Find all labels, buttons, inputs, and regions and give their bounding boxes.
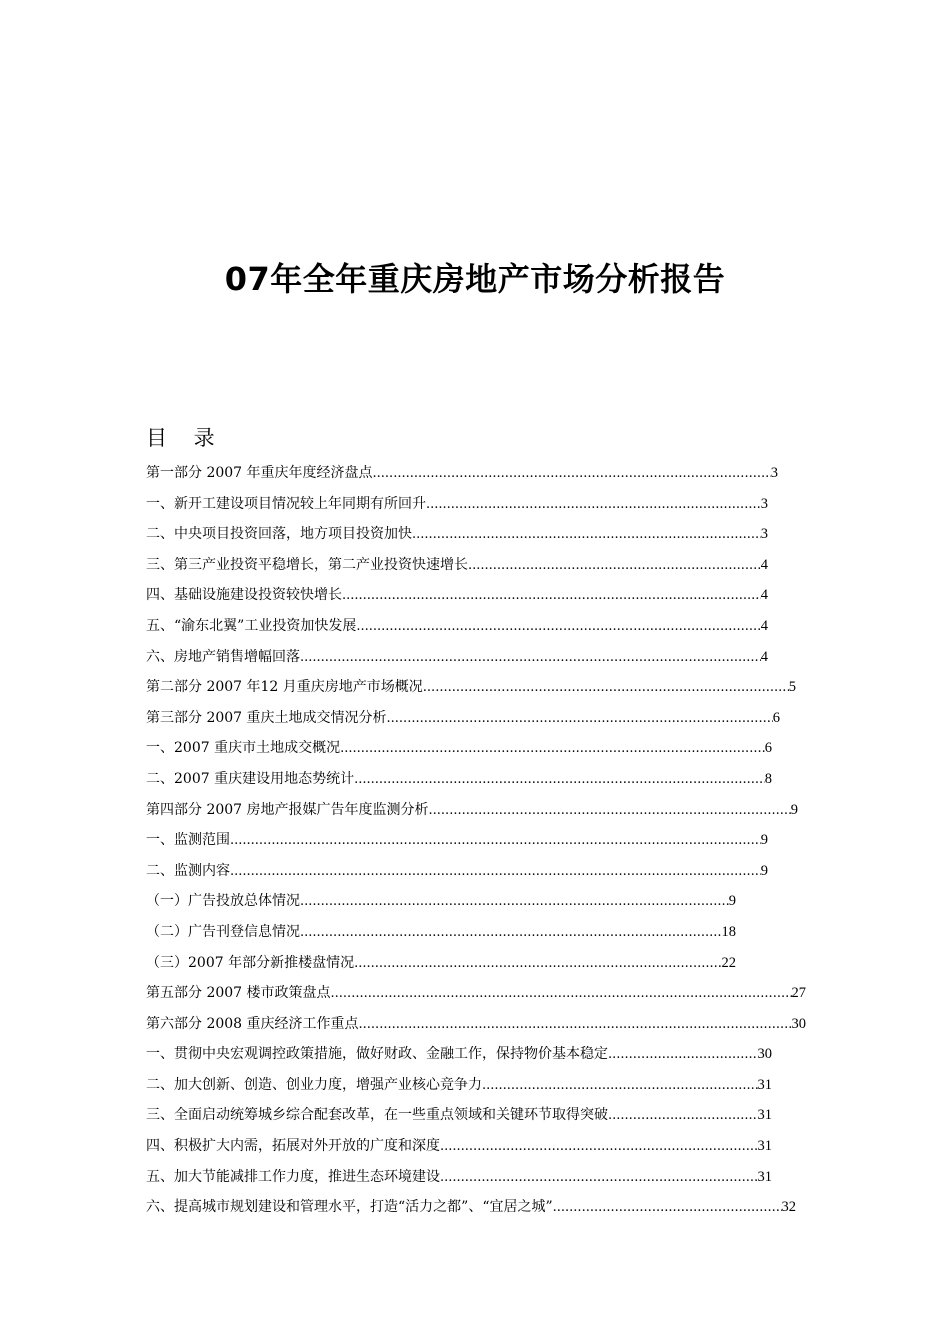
toc-dot-leader xyxy=(356,612,760,643)
page-title: 07年全年重庆房地产市场分析报告 xyxy=(224,260,726,299)
toc-entry[interactable] xyxy=(146,886,736,917)
toc-dot-leader xyxy=(440,1132,758,1163)
toc-page-number: 30 xyxy=(757,1046,772,1063)
toc-page-number: 27 xyxy=(791,985,806,1002)
toc-entry-title: 二、2007 重庆建设用地态势统计 xyxy=(146,770,355,787)
toc-page-number: 8 xyxy=(764,770,772,787)
toc-entry[interactable] xyxy=(146,1192,796,1223)
toc-dot-leader xyxy=(230,826,761,857)
toc-entry-title: （三）2007 年部分新推楼盘情况 xyxy=(146,954,355,971)
toc-entry-title: 三、第三产业投资平稳增长，第二产业投资快速增长 xyxy=(146,556,468,573)
toc-page-number: 4 xyxy=(760,648,768,665)
toc-entry[interactable] xyxy=(146,580,768,611)
toc-page-number: 31 xyxy=(757,1168,772,1185)
toc-entry-title: 第五部分 2007 楼市政策盘点 xyxy=(146,985,331,1002)
toc-entry-title: 六、提高城市规划建设和管理水平，打造“活力之都”、“宜居之城” xyxy=(146,1199,553,1216)
toc-dot-leader xyxy=(553,1193,782,1224)
toc-dot-leader xyxy=(412,520,761,551)
toc-entry-title: 五、加大节能减排工作力度，推进生态环境建设 xyxy=(146,1168,440,1185)
toc-page-number: 31 xyxy=(757,1107,772,1124)
toc-entry-title: 四、基础设施建设投资较快增长 xyxy=(146,587,342,604)
toc-entry-title: 四、积极扩大内需，拓展对外开放的广度和深度 xyxy=(146,1138,440,1155)
toc-entry-title: 第二部分 2007 年12 月重庆房地产市场概况 xyxy=(146,679,423,696)
toc-dot-leader xyxy=(608,1040,758,1071)
toc-dot-leader xyxy=(423,673,789,704)
toc-entry[interactable] xyxy=(146,795,798,826)
toc-entry[interactable] xyxy=(146,856,768,887)
toc-entry-title: 三、全面启动统筹城乡综合配套改革，在一些重点领域和关键环节取得突破 xyxy=(146,1107,608,1124)
toc-entry[interactable] xyxy=(146,1131,772,1162)
toc-entry-title: 第三部分 2007 重庆土地成交情况分析 xyxy=(146,709,387,726)
toc-entry[interactable] xyxy=(146,458,778,489)
toc-dot-leader xyxy=(331,979,792,1010)
toc-page-number: 31 xyxy=(757,1138,772,1155)
toc-dot-leader xyxy=(354,949,721,980)
toc-entry[interactable] xyxy=(146,642,768,673)
toc-entry-title: 五、“渝东北翼”工业投资加快发展 xyxy=(146,617,357,634)
toc-entry[interactable] xyxy=(146,917,736,948)
toc-page-number: 4 xyxy=(760,617,768,634)
toc-entry-title: 二、加大创新、创造、创业力度，增强产业核心竞争力 xyxy=(146,1076,482,1093)
toc-page-number: 5 xyxy=(788,679,796,696)
toc-entry-title: （一）广告投放总体情况 xyxy=(146,893,300,910)
toc-entry-title: 二、中央项目投资回落，地方项目投资加快 xyxy=(146,526,412,543)
toc-page-number: 32 xyxy=(781,1199,796,1216)
toc-page-number: 9 xyxy=(790,801,798,818)
toc-dot-leader xyxy=(387,704,773,735)
toc-entry-title: 第一部分 2007 年重庆年度经济盘点 xyxy=(146,465,373,481)
toc-entry[interactable] xyxy=(146,948,736,979)
toc-entry-title: 一、监测范围 xyxy=(146,832,230,849)
toc-page-number: 3 xyxy=(760,526,768,543)
toc-entry-title: 第四部分 2007 房地产报媒广告年度监测分析 xyxy=(146,801,429,818)
toc-dot-leader xyxy=(342,581,761,612)
toc-dot-leader xyxy=(300,643,761,674)
toc-entry[interactable] xyxy=(146,1070,772,1101)
toc-entry[interactable] xyxy=(146,611,768,642)
toc-dot-leader xyxy=(300,887,729,918)
toc-entry[interactable] xyxy=(146,489,768,520)
toc-entry[interactable] xyxy=(146,1100,772,1131)
toc-entry-title: （二）广告刊登信息情况 xyxy=(146,923,300,940)
toc-page-number: 30 xyxy=(791,1015,806,1032)
toc-page-number: 6 xyxy=(764,740,772,757)
toc-entry[interactable] xyxy=(146,550,768,581)
toc-page-number: 4 xyxy=(760,556,768,573)
toc-entry-title: 二、监测内容 xyxy=(146,862,230,879)
toc-entry[interactable] xyxy=(146,1039,772,1070)
toc-entry-title: 第六部分 2008 重庆经济工作重点 xyxy=(146,1015,359,1032)
toc-entry[interactable] xyxy=(146,672,796,703)
toc-entry-title: 一、贯彻中央宏观调控政策措施，做好财政、金融工作，保持物价基本稳定 xyxy=(146,1046,608,1063)
toc-entry[interactable] xyxy=(146,733,772,764)
toc-entry-title: 一、新开工建设项目情况较上年同期有所回升 xyxy=(146,495,426,512)
toc-page-number: 9 xyxy=(760,862,768,879)
toc-entry-title: 一、2007 重庆市土地成交概况 xyxy=(146,740,341,757)
toc-dot-leader xyxy=(354,765,765,796)
toc-heading: 目 录 xyxy=(146,426,225,450)
toc-page-number: 9 xyxy=(728,893,736,910)
toc-page-number: 6 xyxy=(772,709,780,726)
toc-entry[interactable] xyxy=(146,978,806,1009)
toc-entry[interactable] xyxy=(146,825,768,856)
toc-dot-leader xyxy=(300,918,722,949)
toc-entry[interactable] xyxy=(146,1162,772,1193)
toc-dot-leader xyxy=(426,490,761,521)
toc-page-number: 3 xyxy=(760,495,768,512)
toc-dot-leader xyxy=(230,857,761,888)
toc-page-number: 9 xyxy=(760,832,768,849)
toc-dot-leader xyxy=(359,1010,792,1041)
toc-dot-leader xyxy=(468,551,761,582)
toc-entry[interactable] xyxy=(146,703,780,734)
toc-dot-leader xyxy=(373,459,771,490)
table-of-contents xyxy=(146,458,826,1223)
toc-page-number: 31 xyxy=(757,1076,772,1093)
toc-entry[interactable] xyxy=(146,1009,806,1040)
toc-dot-leader xyxy=(340,734,765,765)
toc-dot-leader xyxy=(608,1101,758,1132)
toc-entry[interactable] xyxy=(146,764,772,795)
toc-dot-leader xyxy=(482,1071,758,1102)
toc-dot-leader xyxy=(429,796,791,827)
toc-page-number: 22 xyxy=(721,954,736,971)
toc-page-number: 4 xyxy=(760,587,768,604)
toc-page-number: 18 xyxy=(721,923,736,940)
toc-dot-leader xyxy=(440,1163,758,1194)
toc-entry-title: 六、房地产销售增幅回落 xyxy=(146,648,300,665)
toc-entry[interactable] xyxy=(146,519,768,550)
toc-page-number: 3 xyxy=(770,465,778,481)
